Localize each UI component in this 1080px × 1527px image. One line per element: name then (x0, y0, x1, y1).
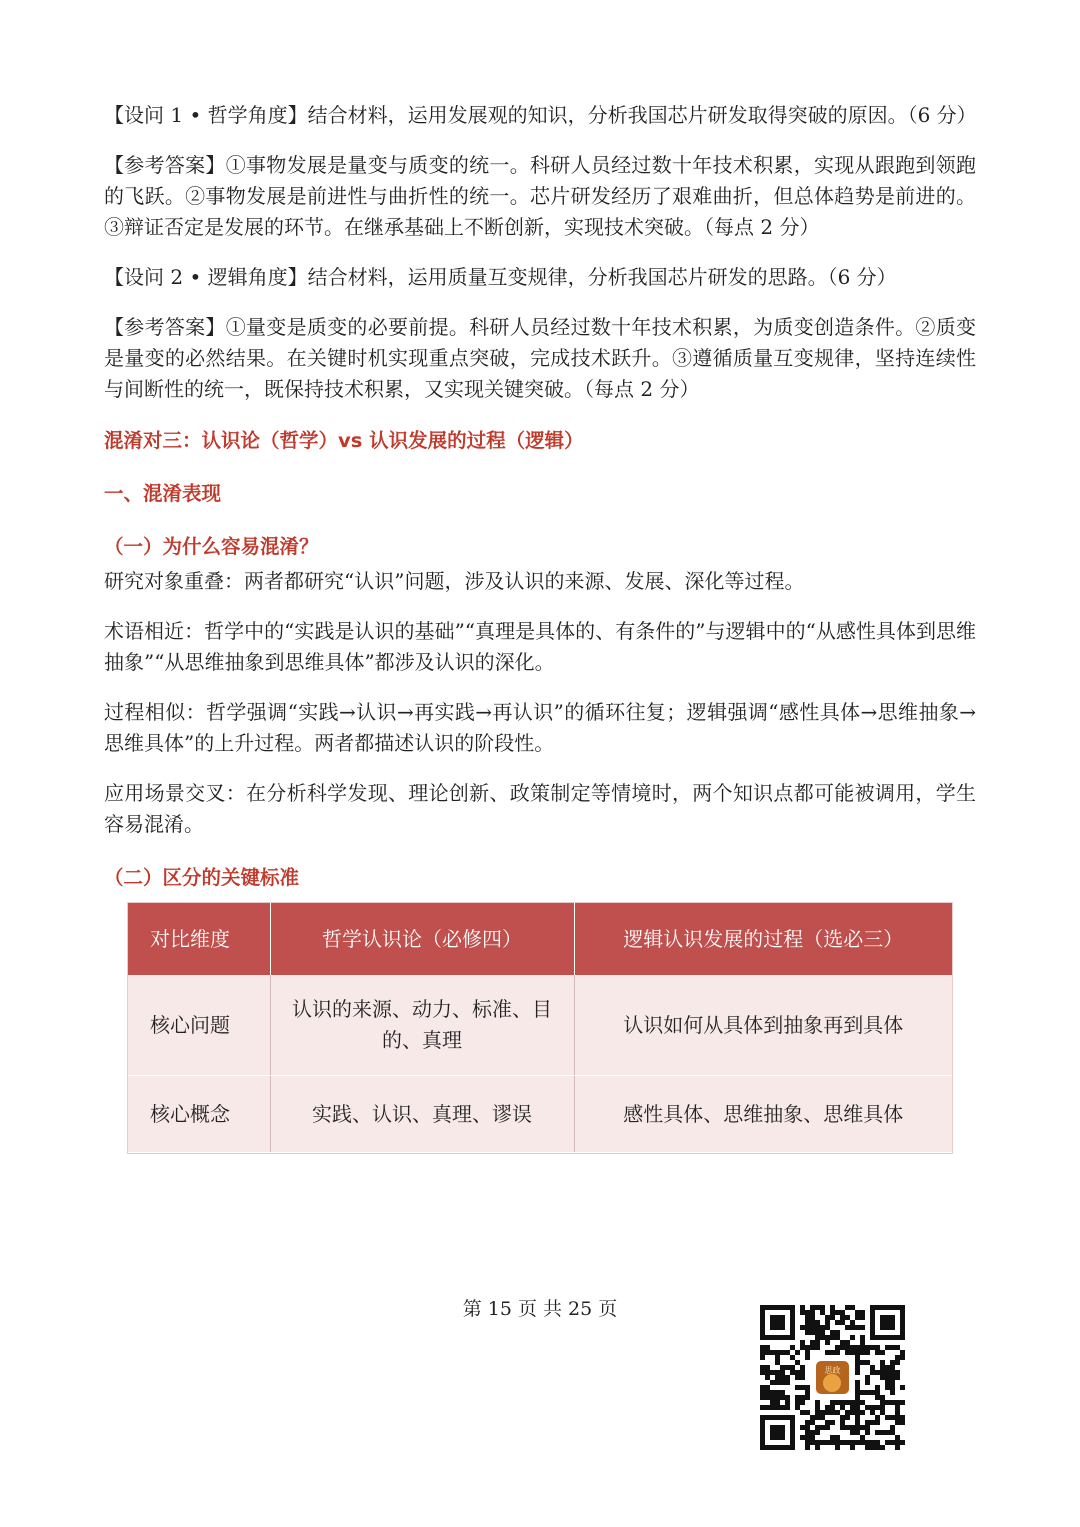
part-title: 一、混淆表现 (104, 482, 222, 505)
qr-logo-label: 思政 (824, 1366, 841, 1375)
reason-paragraph: 应用场景交叉：在分析科学发现、理论创新、政策制定等情境时，两个知识点都可能被调用，学生容易混淆。 (104, 781, 976, 836)
table-row (128, 1076, 952, 1153)
question-2: 【设问 2 • 逻辑角度】结合材料，运用质量互变规律，分析我国芯片研发的思路。（6 分） (104, 265, 897, 289)
reason-paragraph: 过程相似：哲学强调“实践→认识→再实践→再认识”的循环往复；逻辑强调“感性具体→思维抽象→思维具体”的上升过程。两者都描述认识的阶段性。 (104, 700, 976, 755)
table-row (128, 975, 952, 1076)
subsection-title-1: （一）为什么容易混淆？ (104, 535, 319, 558)
question-1: 【设问 1 • 哲学角度】结合材料，运用发展观的知识，分析我国芯片研发取得突破的原因。（6 分） (104, 103, 977, 127)
answer-2: 【参考答案】①量变是质变的必要前提。科研人员经过数十年技术积累，为质变创造条件。②质变是量变的必然结果。在关键时机实现重点突破，完成技术跃升。③遵循质量互变规律，坚持连续性与间断性的统一，既保持技术积累，又实现关键突破。（每点 2 分） (104, 315, 976, 401)
table-header-cell: 对比维度 (128, 903, 270, 975)
table-cell: 核心问题 (128, 975, 270, 1076)
table-cell: 认识的来源、动力、标准、目的、真理 (270, 975, 574, 1076)
answer-1: 【参考答案】①事物发展是量变与质变的统一。科研人员经过数十年技术积累，实现从跟跑到领跑的飞跃。②事物发展是前进性与曲折性的统一。芯片研发经历了艰难曲折，但总体趋势是前进的。③辩证否定是发展的环节。在继承基础上不断创新，实现技术突破。（每点 2 分） (104, 153, 976, 239)
table-cell: 实践、认识、真理、谬误 (270, 1076, 574, 1153)
comparison-table (128, 903, 952, 1153)
table-header-row (128, 903, 952, 975)
reason-paragraph: 术语相近：哲学中的“实践是认识的基础”“真理是具体的、有条件的”与逻辑中的“从感性具体到思维抽象”“从思维抽象到思维具体”都涉及认识的深化。 (104, 619, 976, 674)
table-cell: 核心概念 (128, 1076, 270, 1153)
table-cell: 认识如何从具体到抽象再到具体 (574, 975, 952, 1076)
table-header-cell: 逻辑认识发展的过程（选必三） (574, 903, 952, 975)
document-body (104, 100, 976, 1153)
table-header-cell: 哲学认识论（必修四） (270, 903, 574, 975)
reason-paragraph: 研究对象重叠：两者都研究“认识”问题，涉及认识的来源、发展、深化等过程。 (104, 569, 805, 593)
subsection-title-2: （二）区分的关键标准 (104, 866, 300, 889)
qr-code-icon (760, 1305, 905, 1450)
section-title: 混淆对三：认识论（哲学）vs 认识发展的过程（逻辑） (104, 429, 584, 452)
page-number: 第 15 页 共 25 页 (462, 1298, 618, 1320)
table-cell: 感性具体、思维抽象、思维具体 (574, 1076, 952, 1153)
